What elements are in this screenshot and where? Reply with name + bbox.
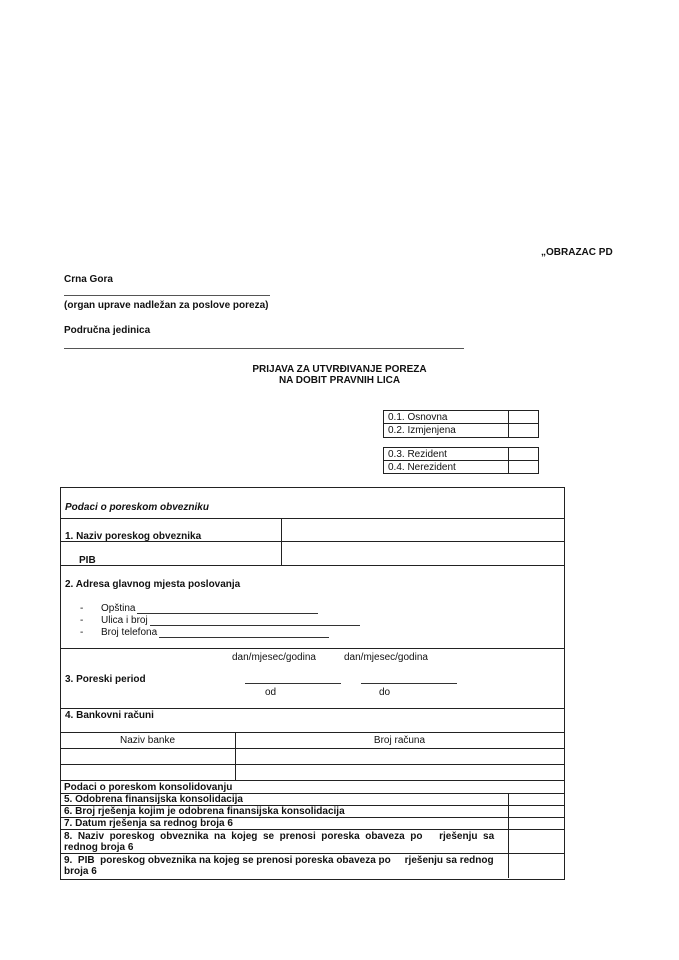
checkbox-rezident[interactable]	[509, 448, 537, 460]
row5-label: 5. Odobrena finansijska konsolidacija	[64, 794, 243, 805]
authority-label: (organ uprave nadležan za poslove poreza)	[64, 300, 269, 311]
street-field[interactable]	[150, 617, 360, 626]
bullet: -	[80, 603, 84, 614]
consolidation-header: Podaci o poreskom konsolidovanju	[64, 782, 233, 793]
row8-label-line1: 8. Naziv poreskog obveznika na kojeg se prenosi poreska obaveza po rješenju sa	[64, 831, 495, 842]
option-rezident: 0.3. Rezident	[388, 449, 447, 460]
divider	[60, 780, 564, 781]
row5-field[interactable]	[509, 794, 563, 805]
taxpayer-name-label: 1. Naziv poreskog obveznika	[65, 531, 202, 542]
document-title-line1: PRIJAVA ZA UTVRĐIVANJE POREZA	[252, 364, 427, 375]
account-number-header: Broj računa	[373, 735, 426, 746]
row6-label: 6. Broj rješenja kojim je odobrena finansijska konsolidacija	[64, 806, 345, 817]
phone-field[interactable]	[159, 629, 329, 638]
bullet: -	[80, 615, 84, 626]
checkbox-izmjenjena[interactable]	[509, 424, 537, 436]
divider	[60, 648, 564, 649]
row9-label-line2: broja 6	[64, 866, 97, 877]
divider	[60, 853, 564, 854]
bank-accounts-label: 4. Bankovni računi	[65, 710, 154, 721]
account-number-field-1[interactable]	[236, 749, 563, 764]
period-to-field[interactable]	[361, 675, 457, 684]
municipality-field[interactable]	[137, 605, 318, 614]
bank-name-field-2[interactable]	[61, 765, 235, 780]
bank-name-header: Naziv banke	[119, 735, 176, 746]
phone-label: Broj telefona	[101, 627, 158, 638]
date-format-from: dan/mjesec/godina	[232, 652, 316, 663]
divider	[60, 565, 564, 566]
period-to-label: do	[379, 687, 391, 698]
row7-label: 7. Datum rješenja sa rednog broja 6	[64, 818, 233, 829]
date-format-to: dan/mjesec/godina	[344, 652, 428, 663]
period-from-label: od	[265, 687, 277, 698]
address-municipality	[101, 603, 318, 614]
period-from-field[interactable]	[245, 675, 341, 684]
row9-field[interactable]	[509, 854, 563, 877]
divider	[60, 732, 564, 733]
pib-field[interactable]	[282, 542, 563, 564]
option-izmjenjena: 0.2. Izmjenjena	[388, 425, 456, 436]
authority-line	[64, 295, 270, 296]
address-label: 2. Adresa glavnog mjesta poslovanja	[65, 579, 241, 590]
bank-name-field-1[interactable]	[61, 749, 235, 764]
option-osnovna: 0.1. Osnovna	[388, 412, 448, 423]
municipality-label: Opština	[101, 603, 136, 614]
document-title-line2: NA DOBIT PRAVNIH LICA	[278, 375, 401, 386]
account-number-field-2[interactable]	[236, 765, 563, 780]
unit-label: Područna jedinica	[64, 325, 151, 336]
row8-field[interactable]	[509, 830, 563, 853]
section-title: Podaci o poreskom obvezniku	[65, 502, 209, 513]
row6-field[interactable]	[509, 806, 563, 817]
tax-period-label: 3. Poreski period	[65, 674, 146, 685]
option-nerezident: 0.4. Nerezident	[388, 462, 456, 473]
taxpayer-name-field[interactable]	[282, 519, 563, 541]
address-phone	[101, 627, 329, 638]
checkbox-osnovna[interactable]	[509, 411, 537, 423]
country-label: Crna Gora	[64, 274, 113, 285]
address-street	[101, 615, 360, 626]
row8-label-line2: rednog broja 6	[64, 842, 134, 853]
checkbox-nerezident[interactable]	[509, 461, 537, 472]
row7-field[interactable]	[509, 818, 563, 829]
form-code: „OBRAZAC PD	[541, 247, 613, 258]
pib-label: PIB	[79, 555, 96, 566]
row9-label-line1: 9. PIB poreskog obveznika na kojeg se prenosi poreska obaveza po rješenju sa rednog	[64, 855, 494, 866]
unit-line	[64, 348, 464, 349]
divider	[60, 829, 564, 830]
street-label: Ulica i broj	[101, 615, 148, 626]
bullet: -	[80, 627, 84, 638]
divider	[60, 708, 564, 709]
